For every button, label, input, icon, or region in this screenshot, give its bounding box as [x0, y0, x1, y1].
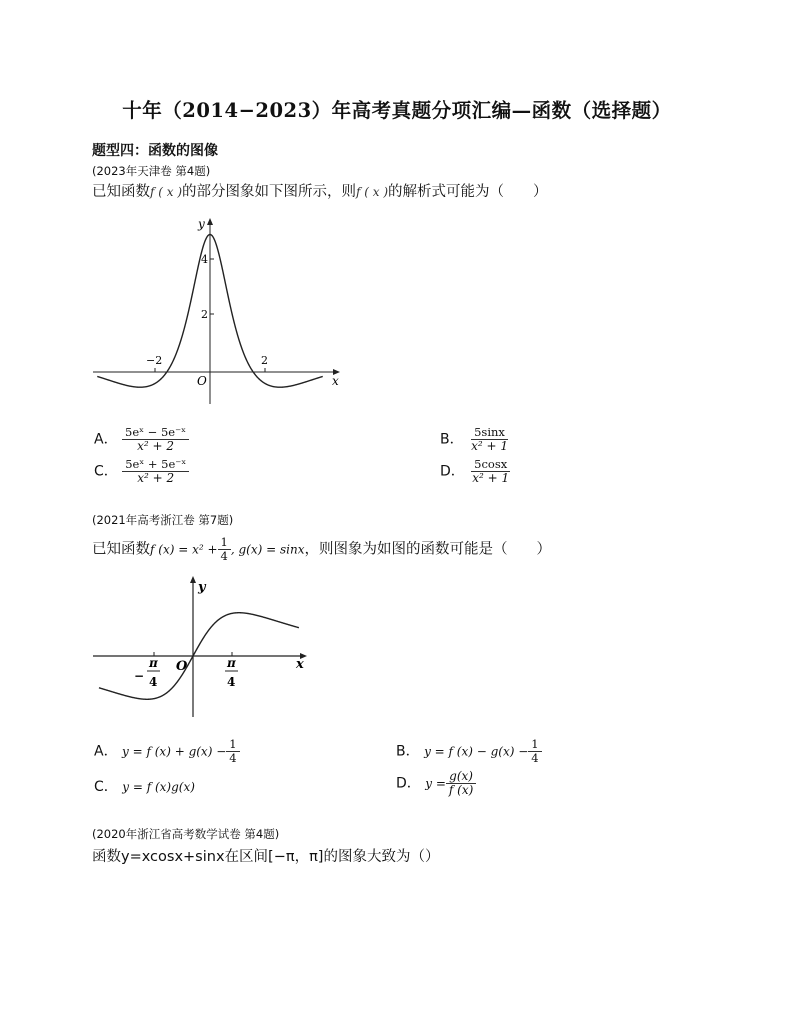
q1-xtick-neg2: −2: [146, 354, 163, 367]
q2-fx-b: , g(x) = sinx: [230, 542, 305, 557]
q1-xtick-2: 2: [261, 354, 268, 367]
q2-option-c-expr: y = f (x)g(x): [122, 780, 195, 794]
q2-stem: [92, 536, 551, 563]
q2-option-d-num: g(x): [446, 770, 476, 784]
q1-option-a-den: x² + 2: [137, 439, 174, 453]
q1-option-c-den: x² + 2: [137, 471, 175, 485]
q1-option-a-label: A．: [94, 431, 118, 448]
q1-option-b-formula: [468, 426, 511, 453]
q1-source: (2023年天津卷 第4题): [92, 164, 211, 178]
q1-option-a[interactable]: [94, 426, 189, 453]
q2-neg-pi: π: [149, 656, 158, 670]
q2-option-a-label: A．: [94, 743, 118, 760]
q2-option-d-frac: [446, 770, 476, 797]
q2-option-d-label: D．: [396, 775, 421, 792]
q1-y-label: y: [198, 217, 205, 231]
q2-option-a[interactable]: [94, 738, 240, 765]
q1-fx-b: f ( x ): [356, 185, 389, 199]
q1-option-a-num: 5eˣ − 5e⁻ˣ: [122, 426, 189, 440]
q1-option-c-num: 5eˣ + 5e⁻ˣ: [122, 458, 189, 472]
q2-option-a-num: 1: [226, 738, 239, 752]
q2-x-label: x: [296, 657, 304, 672]
q2-text-a: 已知函数: [92, 541, 150, 558]
q2-frac: [218, 536, 231, 563]
q2-origin-label: O: [176, 659, 188, 674]
q2-option-b-expr: y = f (x) − g(x) −: [424, 744, 529, 759]
q2-pos-four: 4: [227, 675, 236, 689]
q2-option-b-num: 1: [528, 738, 541, 752]
q2-y-arrow: [190, 576, 196, 583]
q2-option-a-den: 4: [229, 751, 237, 765]
q1-text-a: 已知函数: [92, 184, 150, 200]
q1-option-d-num: 5cosx: [471, 458, 510, 472]
q1-origin-label: O: [197, 374, 207, 388]
q2-option-b[interactable]: [396, 738, 542, 765]
q2-text-b: ，则图象为如图的函数可能是（ ）: [304, 541, 551, 558]
q2-option-a-frac: [226, 738, 239, 765]
q2-neg-four: 4: [149, 675, 158, 689]
q2-source: (2021年高考浙江卷 第7题): [92, 513, 234, 527]
document-title: 十年（2014−2023）年高考真题分项汇编—函数（选择题）: [122, 99, 672, 122]
q1-option-c-label: C．: [94, 463, 118, 480]
q1-option-d[interactable]: [440, 458, 512, 485]
q1-option-b-num: 5sinx: [471, 426, 508, 440]
q2-frac-num: 1: [218, 536, 231, 550]
q1-y-arrow: [207, 218, 213, 225]
q1-option-d-den: x² + 1: [472, 471, 510, 485]
q2-option-d-den: f (x): [448, 783, 474, 797]
q1-option-a-formula: [122, 426, 189, 453]
q1-text-b: 的部分图象如下图所示，则: [182, 184, 357, 200]
q2-y-label: y: [198, 580, 206, 595]
q3-stem: 函数y=xcosx+sinx在区间[−π，π]的图象大致为（）: [92, 849, 440, 865]
q2-neg-sign: −: [134, 669, 145, 683]
section-heading: 题型四：函数的图像: [92, 143, 218, 159]
q2-graph: [88, 572, 318, 722]
q1-option-d-label: D．: [440, 463, 465, 480]
q1-option-b[interactable]: [440, 426, 511, 453]
q1-text-c: 的解析式可能为（ ）: [388, 184, 548, 200]
q1-stem: [92, 180, 548, 201]
q1-option-b-den: x² + 1: [471, 439, 508, 453]
q1-fx-a: f ( x ): [150, 185, 183, 199]
q1-ytick-2: 2: [201, 308, 208, 321]
q1-ytick-4: 4: [201, 253, 208, 266]
q3-source: (2020年浙江省高考数学试卷 第4题): [92, 827, 280, 841]
q2-option-c[interactable]: [94, 776, 195, 796]
q2-option-a-expr: y = f (x) + g(x) −: [122, 744, 227, 759]
q2-pos-pi: π: [227, 656, 236, 670]
q2-option-c-label: C．: [94, 779, 118, 795]
q1-x-label: x: [332, 374, 339, 388]
q2-option-d-expr: y =: [425, 776, 446, 791]
q2-option-b-den: 4: [531, 751, 539, 765]
q2-fx-a: f (x) = x² +: [150, 542, 218, 557]
q1-option-b-label: B．: [440, 431, 464, 448]
q2-option-b-frac: [528, 738, 541, 765]
q1-graph: [88, 212, 358, 412]
q2-option-d[interactable]: [396, 770, 476, 797]
q1-option-c-formula: [122, 458, 189, 485]
q2-option-b-label: B．: [396, 743, 420, 760]
q2-frac-den: 4: [220, 549, 228, 563]
q1-option-d-formula: [469, 458, 512, 485]
q1-option-c[interactable]: [94, 458, 189, 485]
